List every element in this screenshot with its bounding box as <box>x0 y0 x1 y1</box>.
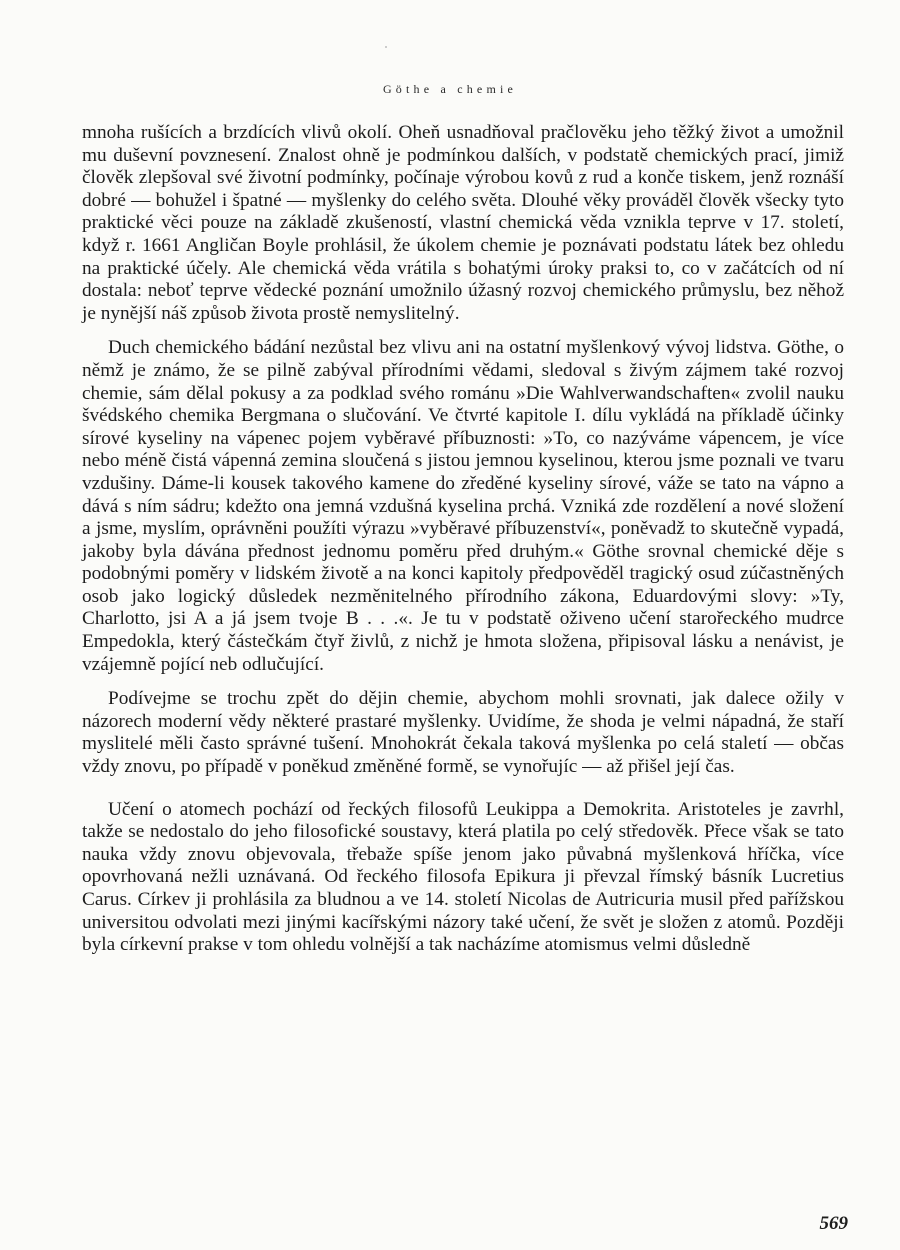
paragraph-4: Učení o atomech pochází od řeckých filosofů Leukippa a Demokrita. Aristoteles je zavrhl, takže se nedostalo do jeho filosofické soustavy, která platila po celý středověk. Přece však se tato nauka vždy znovu objevovala, třebaže spíše jenom jako půvabná myšlenková hříčka, více opovrhovaná nežli uznávaná. Od řeckého filosofa Epikura ji převzal římský básník Lucretius Carus. Církev ji prohlásila za bludnou a ve 14. století Nicolas de Autricuria musil před pařížskou universitou odvolati mezi jinými kacířskými názory také učení, že svět je složen z atomů. Později byla církevní prakse v tom ohledu volnější a tak nacházíme atomismus velmi důsledně <box>82 798 844 956</box>
page-number: 569 <box>819 1213 848 1234</box>
running-head: Göthe a chemie <box>382 82 518 96</box>
paragraph-2: Duch chemického bádání nezůstal bez vlivu ani na ostatní myšlenkový vývoj lidstva. Göthe, o němž je známo, že se pilně zabýval přírodními vědami, sledoval s živým zájmem také rozvoj chemie, sám dělal pokusy a za podklad svého románu »Die Wahlverwandschaften« zvolil nauku švédského chemika Bergmana o slučování. Ve čtvrté kapitole I. dílu vykládá na příkladě účinky sírové kyseliny na vápenec pojem vyběravé příbuznosti: »To, co nazýváme vápencem, je více nebo méně čistá vápenná zemina sloučená s jistou jemnou kyselinou, kterou jsme poznali ve tvaru vzdušiny. Dáme-li kousek takového kamene do zředěné kyseliny sírové, váže se tato na vápno a dává s ním sádru; kdežto ona jemná vzdušná kyselina prchá. Vzniká zde rozdělení a nové složení a jsme, myslím, oprávněni použíti výrazu »vyběravé příbuzenství«, poněvadž to skutečně vypadá, jakoby byla dávána přednost jednomu poměru před druhým.« Göthe srovnal chemické děje s podobnými poměry v lidském životě a na konci kapitoly předpověděl tragický osud zúčastněných osob jako logický důsledek nezměnitelného přírodního zákona, Eduardovými slovy: »Ty, Charlotto, jsi A a já jsem tvoje B . . .«. Je tu v podstatě oživeno učení starořeckého mudrce Empedokla, který částečkám čtyř živlů, z nichž je hmota složena, připisoval lásku a nenávist, je vzájemně pojící neb odlučující. <box>82 337 844 675</box>
print-speck <box>385 46 387 48</box>
paragraph-1: mnoha rušících a brzdících vlivů okolí. Oheň usnadňoval pračlověku jeho těžký život a umožnil mu duševní povznesení. Znalost ohně je podmínkou dalších, v podstatě chemických prací, jimiž člověk zlepšoval své životní podmínky, počínaje výrobou kovů z rud a konče tiskem, jenž roznáší dobré — bohužel i špatné — myšlenky do celého světa. Dlouhé věky prováděl člověk všecky tyto praktické věci pouze na základě zkušeností, vlastní chemická věda vznikla teprve v 17. století, když r. 1661 Angličan Boyle prohlásil, že úkolem chemie je poznávati podstatu látek bez ohledu na praktické účely. Ale chemická věda vrátila s bohatými úroky praksi to, co v začátcích od ní dostala: neboť teprve vědecké poznání umožnilo úžasný rozvoj chemického průmyslu, bez něhož je nynější náš způsob života prostě nemyslitelný. <box>82 122 844 324</box>
paragraph-3: Podívejme se trochu zpět do dějin chemie, abychom mohli srovnati, jak dalece ožily v názorech moderní vědy některé prastaré myšlenky. Uvidíme, že shoda je velmi nápadná, že staří myslitelé měli často správné tušení. Mnohokrát čekala taková myšlenka po celá staletí — občas vždy znovu, po případě v poněkud změněné formě, se vynořujíc — až přišel její čas. <box>82 688 844 778</box>
body-text <box>82 122 844 957</box>
